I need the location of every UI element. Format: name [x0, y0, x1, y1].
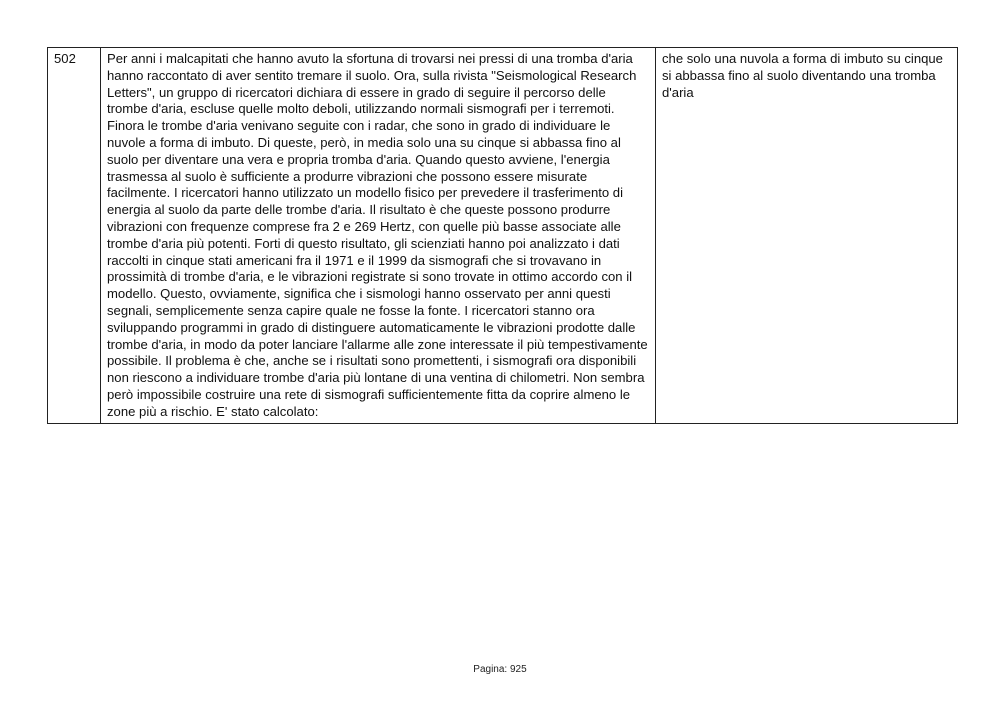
- table-row: [48, 48, 958, 424]
- question-text: Per anni i malcapitati che hanno avuto la sfortuna di trovarsi nei pressi di una tromba d'aria hanno raccontato di aver sentito tremare il suolo. Ora, sulla rivista "Seismological Research Letters", un gruppo di ricercatori dichiara di essere in grado di seguire il percorso delle trombe d'aria, escluse quelle molto deboli, utilizzando normali sismografi per i terremoti. Finora le trombe d'aria venivano seguite con i radar, che sono in grado di individuare le nuvole a forma di imbuto. Di queste, però, in media solo una su cinque si abbassa fino al suolo per diventare una vera e propria tromba d'aria. Quando questo avviene, l'energia trasmessa al suolo è sufficiente a produrre vibrazioni che possono essere misurate facilmente. I ricercatori hanno utilizzato un modello fisico per prevedere il trasferimento di energia al suolo da parte delle trombe d'aria. Il risultato è che queste possono produrre vibrazioni con frequenze comprese fra 2 e 269 Hertz, con quelle più basse associate alle trombe d'aria più potenti. Forti di questo risultato, gli scienziati hanno poi analizzato i dati raccolti in cinque stati americani fra il 1971 e il 1999 da sismografi che si trovavano in prossimità di trombe d'aria, e le vibrazioni registrate si sono trovate in ottimo accordo con il modello. Questo, ovviamente, significa che i sismologi hanno osservato per anni questi segnali, semplicemente senza capire quale ne fosse la fonte. I ricercatori stanno ora sviluppando programmi in grado di distinguere automaticamente le vibrazioni prodotte dalle trombe d'aria, in modo da poter lanciare l'allarme alle zone interessate il più tempestivamente possibile. Il problema è che, anche se i risultati sono promettenti, i sismografi ora disponibili non riescono a individuare trombe d'aria più lontane di una ventina di chilometri. Non sembra però impossibile costruire una rete di sismografi sufficientemente fitta da coprire almeno le zone più a rischio. E' stato calcolato:: [101, 48, 656, 424]
- page-footer: Pagina: 925: [473, 664, 527, 675]
- question-number: 502: [48, 48, 101, 424]
- answer-text: che solo una nuvola a forma di imbuto su cinque si abbassa fino al suolo diventando una tromba d'aria: [656, 48, 958, 424]
- question-table: [47, 47, 958, 424]
